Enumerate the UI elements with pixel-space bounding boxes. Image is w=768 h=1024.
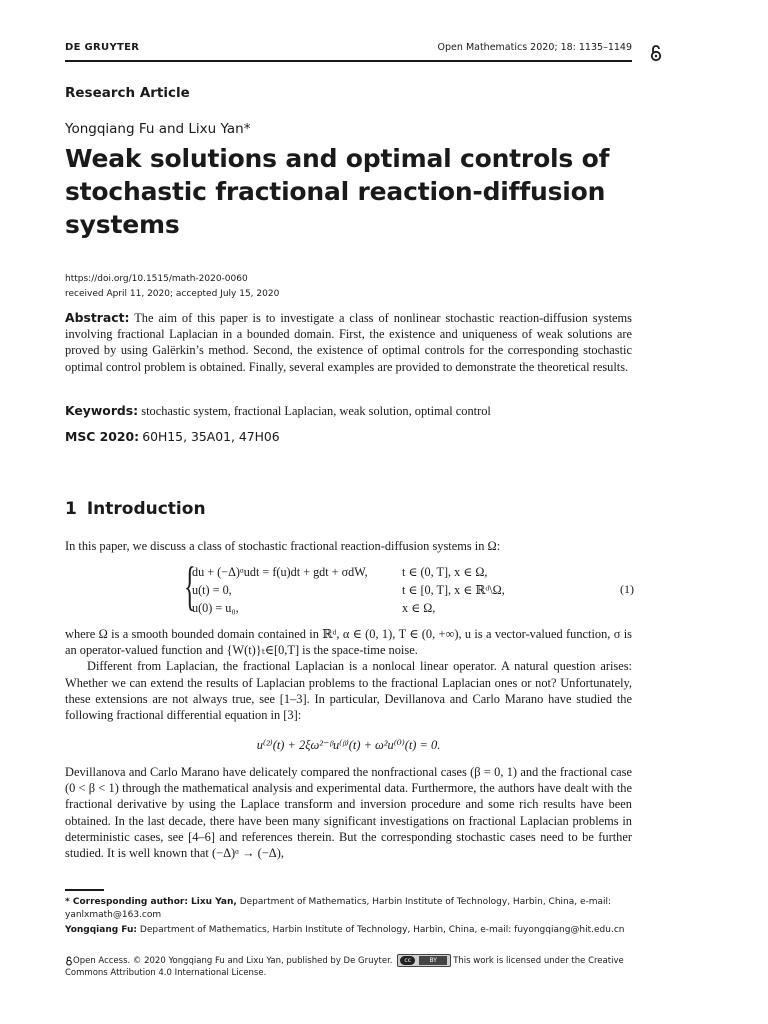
section-number: 1 — [65, 499, 77, 519]
license-text-1: Open Access. © 2020 Yongqiang Fu and Lixu Yan, published by De Gruyter. — [73, 956, 393, 966]
equation-number: (1) — [620, 582, 634, 596]
section-title: Introduction — [86, 499, 206, 519]
journal-citation: Open Mathematics 2020; 18: 1135–1149 — [437, 42, 632, 53]
publisher-name: DE GRUYTER — [65, 42, 140, 53]
abstract-text: The aim of this paper is to investigate a class of nonlinear stochastic reaction-diffusion systems involving fractional Laplacian in a bounded domain. First, the existence and uniqueness of weak solutions are proved by using Galërkin’s method. Second, the existence of optimal controls for the corresponding stochastic optimal control problem is obtained. Finally, several examples are provided to demonstrate the theoretical results. — [65, 311, 633, 374]
intro-text-2: where Ω is a smooth bounded domain contained in ℝᵈ, α ∈ (0, 1), T ∈ (0, +∞), u is a vector-valued function, σ is an operator-valued function and {W(t)}ₜ∈[0,T] is the space-time noise. — [65, 627, 632, 658]
open-access-lock-icon — [65, 956, 73, 966]
footnote-label: * Corresponding author: Lixu Yan, — [65, 897, 237, 907]
msc-codes: 60H15, 35A01, 47H06 — [142, 429, 280, 444]
equation-lhs: u(t) = 0, — [192, 583, 232, 597]
header-rule — [65, 60, 632, 62]
intro-text-3: Different from Laplacian, the fractional Laplacian is a nonlocal linear operator. A natural question arises: Whether we can extend the results of Laplacian problems to the fractional Laplacian ones or not? Unfortunately, these extensions are not always true, see [1–3]. In particular, Devillanova and Carlo Marano have studied the following fractional differential equation in [3]: — [65, 659, 632, 723]
equation-domain: t ∈ (0, T], x ∈ Ω, — [402, 565, 488, 579]
article-meta — [65, 272, 279, 302]
intro-paragraph-1: In this paper, we discuss a class of stochastic fractional reaction-diffusion systems in Ω: — [65, 539, 501, 553]
article-type: Research Article — [65, 85, 190, 101]
footnote-corresponding-author — [65, 896, 632, 922]
left-brace: { — [184, 556, 196, 616]
footnote-rule — [65, 889, 104, 891]
received-dates: received April 11, 2020; accepted July 15, 2020 — [65, 289, 280, 299]
license-notice — [65, 954, 632, 979]
equation-domain: x ∈ Ω, — [402, 601, 436, 615]
footnote-coauthor — [65, 924, 632, 937]
license-text-2: This work is licensed under the Creative Commons Attribution 4.0 International License. — [65, 956, 624, 978]
equation-2: u⁽²⁾(t) + 2ξω²⁻ᵝu⁽ᵝ⁾(t) + ω²u⁽⁰⁾(t) = 0. — [256, 738, 441, 752]
open-access-lock-icon — [649, 44, 663, 62]
cc-label: cc — [400, 956, 415, 965]
author-list: Yongqiang Fu and Lixu Yan* — [65, 121, 251, 137]
intro-paragraph-3: Devillanova and Carlo Marano have delicately compared the nonfractional cases (β = 0, 1) and the fractional case (0 < β < 1) through the mathematical analysis and experimental data. Furthermore, the authors have dealt with the fractional derivative by using the Laplace transform and inversion procedure and some rich results have been obtained. In the last decade, there have been many significant investigations on fractional Laplacian problems in deterministic cases, see [4–6] and references therein. But the corresponding stochastic cases need to be further studied. It is well known that (−Δ)ᵅ → (−Δ), — [65, 765, 632, 861]
paper-title: Weak solutions and optimal controls of stochastic fractional reaction-diffusion systems — [65, 144, 610, 239]
section-heading — [65, 499, 206, 519]
footnote-text: Department of Mathematics, Harbin Institute of Technology, Harbin, China, e-mail: fuyongqiang@hit.edu.cn — [139, 925, 625, 935]
keywords — [65, 403, 632, 419]
by-label: BY — [419, 956, 447, 965]
equation-lhs: u(0) = u₀, — [192, 601, 239, 615]
abstract — [65, 310, 632, 375]
msc-label: MSC 2020: — [65, 429, 140, 444]
doi-link[interactable]: https://doi.org/10.1515/math-2020-0060 — [65, 274, 248, 284]
cc-by-badge-icon[interactable] — [397, 954, 451, 967]
keywords-label: Keywords: — [65, 403, 139, 418]
keywords-text: stochastic system, fractional Laplacian, weak solution, optimal control — [141, 404, 491, 418]
footnote-text: Department of Mathematics, Harbin Institute of Technology, Harbin, China, e-mail: yanlxmath@163.com — [65, 897, 612, 920]
msc-classification — [65, 429, 632, 445]
equation-system-1 — [184, 556, 634, 616]
footnote-label: Yongqiang Fu: — [65, 925, 138, 935]
equation-domain: t ∈ [0, T], x ∈ ℝᵈ\Ω, — [402, 583, 505, 597]
intro-paragraph-2 — [65, 626, 632, 723]
abstract-label: Abstract: — [65, 310, 130, 325]
equation-lhs: du + (−Δ)ᵅudt = f(u)dt + gdt + σdW, — [192, 565, 368, 579]
